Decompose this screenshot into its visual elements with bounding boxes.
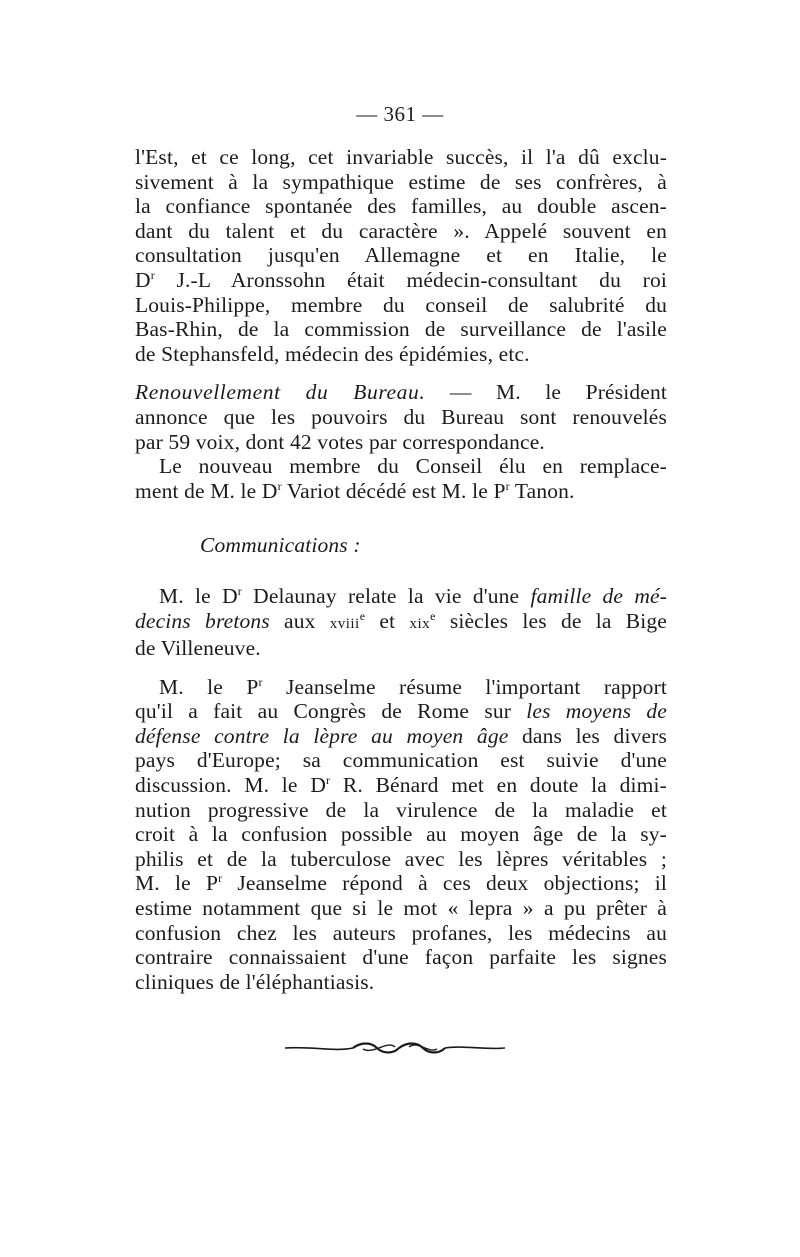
text-run: R. Bénard met en doute la dimi- <box>330 773 667 798</box>
text-line: sivement à la sympathique estime de ses confrères, à <box>135 169 667 194</box>
text-run: discussion. M. le D <box>135 773 326 798</box>
text-run: Variot décédé est M. le P <box>281 478 506 503</box>
text-line: nution progressive de la virulence de la maladie et <box>135 797 667 822</box>
text-run: M. le P <box>159 674 259 699</box>
text-run: Tanon. <box>509 478 575 503</box>
text-line <box>135 584 667 609</box>
fleuron-ornament <box>283 1036 507 1060</box>
superscript: e <box>430 608 436 623</box>
text-run: Jeanselme résume l'important rapport <box>262 674 667 699</box>
text-line <box>135 871 667 896</box>
text-line: croit à la confusion possible au moyen âge de la sy- <box>135 822 667 847</box>
text-line <box>135 609 667 637</box>
italic-title: défense contre la lèpre au moyen âge <box>135 723 509 748</box>
text-run: Delaunay relate la vie d'une <box>241 583 531 608</box>
text-run: — M. le Président <box>425 380 667 405</box>
text-line: l'Est, et ce long, cet invariable succès, il l'a dû exclu- <box>135 145 667 169</box>
superscript: r <box>237 583 242 598</box>
text-run: D <box>135 267 151 292</box>
text-run: M. le D <box>159 583 238 608</box>
run-in-heading: Renouvellement du Bureau. <box>135 380 426 405</box>
text-line: de Stephansfeld, médecin des épidémies, etc. <box>135 341 530 366</box>
text-line <box>135 773 667 798</box>
paragraph-jeanselme <box>135 675 667 995</box>
text-line: la confiance spontanée des familles, au double ascen- <box>135 194 667 219</box>
text-line: par 59 voix, dont 42 votes par correspondance. <box>135 429 545 454</box>
section-heading: Communications : <box>200 533 361 558</box>
text-line: contraire connaissaient d'une façon parfaite les signes <box>135 945 667 970</box>
paragraph-aronssohn <box>135 145 667 366</box>
text-run: qu'il a fait au Congrès de Rome sur <box>135 699 527 724</box>
text-line <box>135 675 667 700</box>
paragraph-delaunay <box>135 584 667 661</box>
paragraph-gap <box>135 366 667 380</box>
text-run: aux <box>269 608 330 633</box>
paragraph-conseil <box>135 454 667 503</box>
text-line: cliniques de l'éléphantiasis. <box>135 969 375 994</box>
roman-numeral: xix <box>409 615 431 632</box>
superscript: r <box>326 772 331 787</box>
italic-title: decins bretons <box>135 608 270 633</box>
text-run: siècles les de la Bige <box>435 608 667 633</box>
text-line: philis et de la tuberculose avec les lèpres véritables ; <box>135 846 667 871</box>
text-line <box>135 724 667 749</box>
text-run: et <box>365 608 410 633</box>
page-number: — 361 — <box>356 102 444 126</box>
text-line: consultation jusqu'en Allemagne et en Italie, le <box>135 243 667 268</box>
italic-title: famille de mé- <box>530 583 668 608</box>
text-line: Louis-Philippe, membre du conseil de salubrité du <box>135 292 667 317</box>
text-line: dant du talent et du caractère ». Appelé souvent en <box>135 218 667 243</box>
text-line: de Villeneuve. <box>135 636 261 661</box>
text-line: annonce que les pouvoirs du Bureau sont renouvelés <box>135 404 667 429</box>
superscript: r <box>505 478 510 493</box>
text-line: confusion chez les auteurs profanes, les médecins au <box>135 920 667 945</box>
superscript: r <box>258 674 263 689</box>
superscript: r <box>150 267 155 282</box>
text-run: M. le P <box>135 871 219 896</box>
text-line: Bas-Rhin, de la commission de surveillance de l'asile <box>135 317 667 342</box>
roman-numeral: xviii <box>329 615 360 632</box>
text-line <box>135 699 667 724</box>
text-line <box>135 479 667 504</box>
text-run: J.-L Aronssohn était médecin-consultant du roi <box>154 267 667 292</box>
superscript: r <box>218 871 223 886</box>
text-line <box>135 268 667 293</box>
italic-title: les moyens de <box>526 699 667 724</box>
text-line: estime notamment que si le mot « lepra » a pu prêter à <box>135 896 667 921</box>
text-line: pays d'Europe; sa communication est suivie d'une <box>135 748 667 773</box>
text-run: dans les divers <box>508 723 667 748</box>
paragraph-bureau <box>135 380 667 454</box>
page-body <box>135 145 667 994</box>
text-run: Jeanselme répond à ces deux objections; il <box>222 871 668 896</box>
paragraph-gap <box>135 661 667 675</box>
superscript: r <box>277 478 282 493</box>
text-line: Le nouveau membre du Conseil élu en remplace- <box>159 454 667 479</box>
text-run: ment de M. le D <box>135 478 278 503</box>
superscript: e <box>359 608 366 623</box>
text-line <box>135 380 667 405</box>
